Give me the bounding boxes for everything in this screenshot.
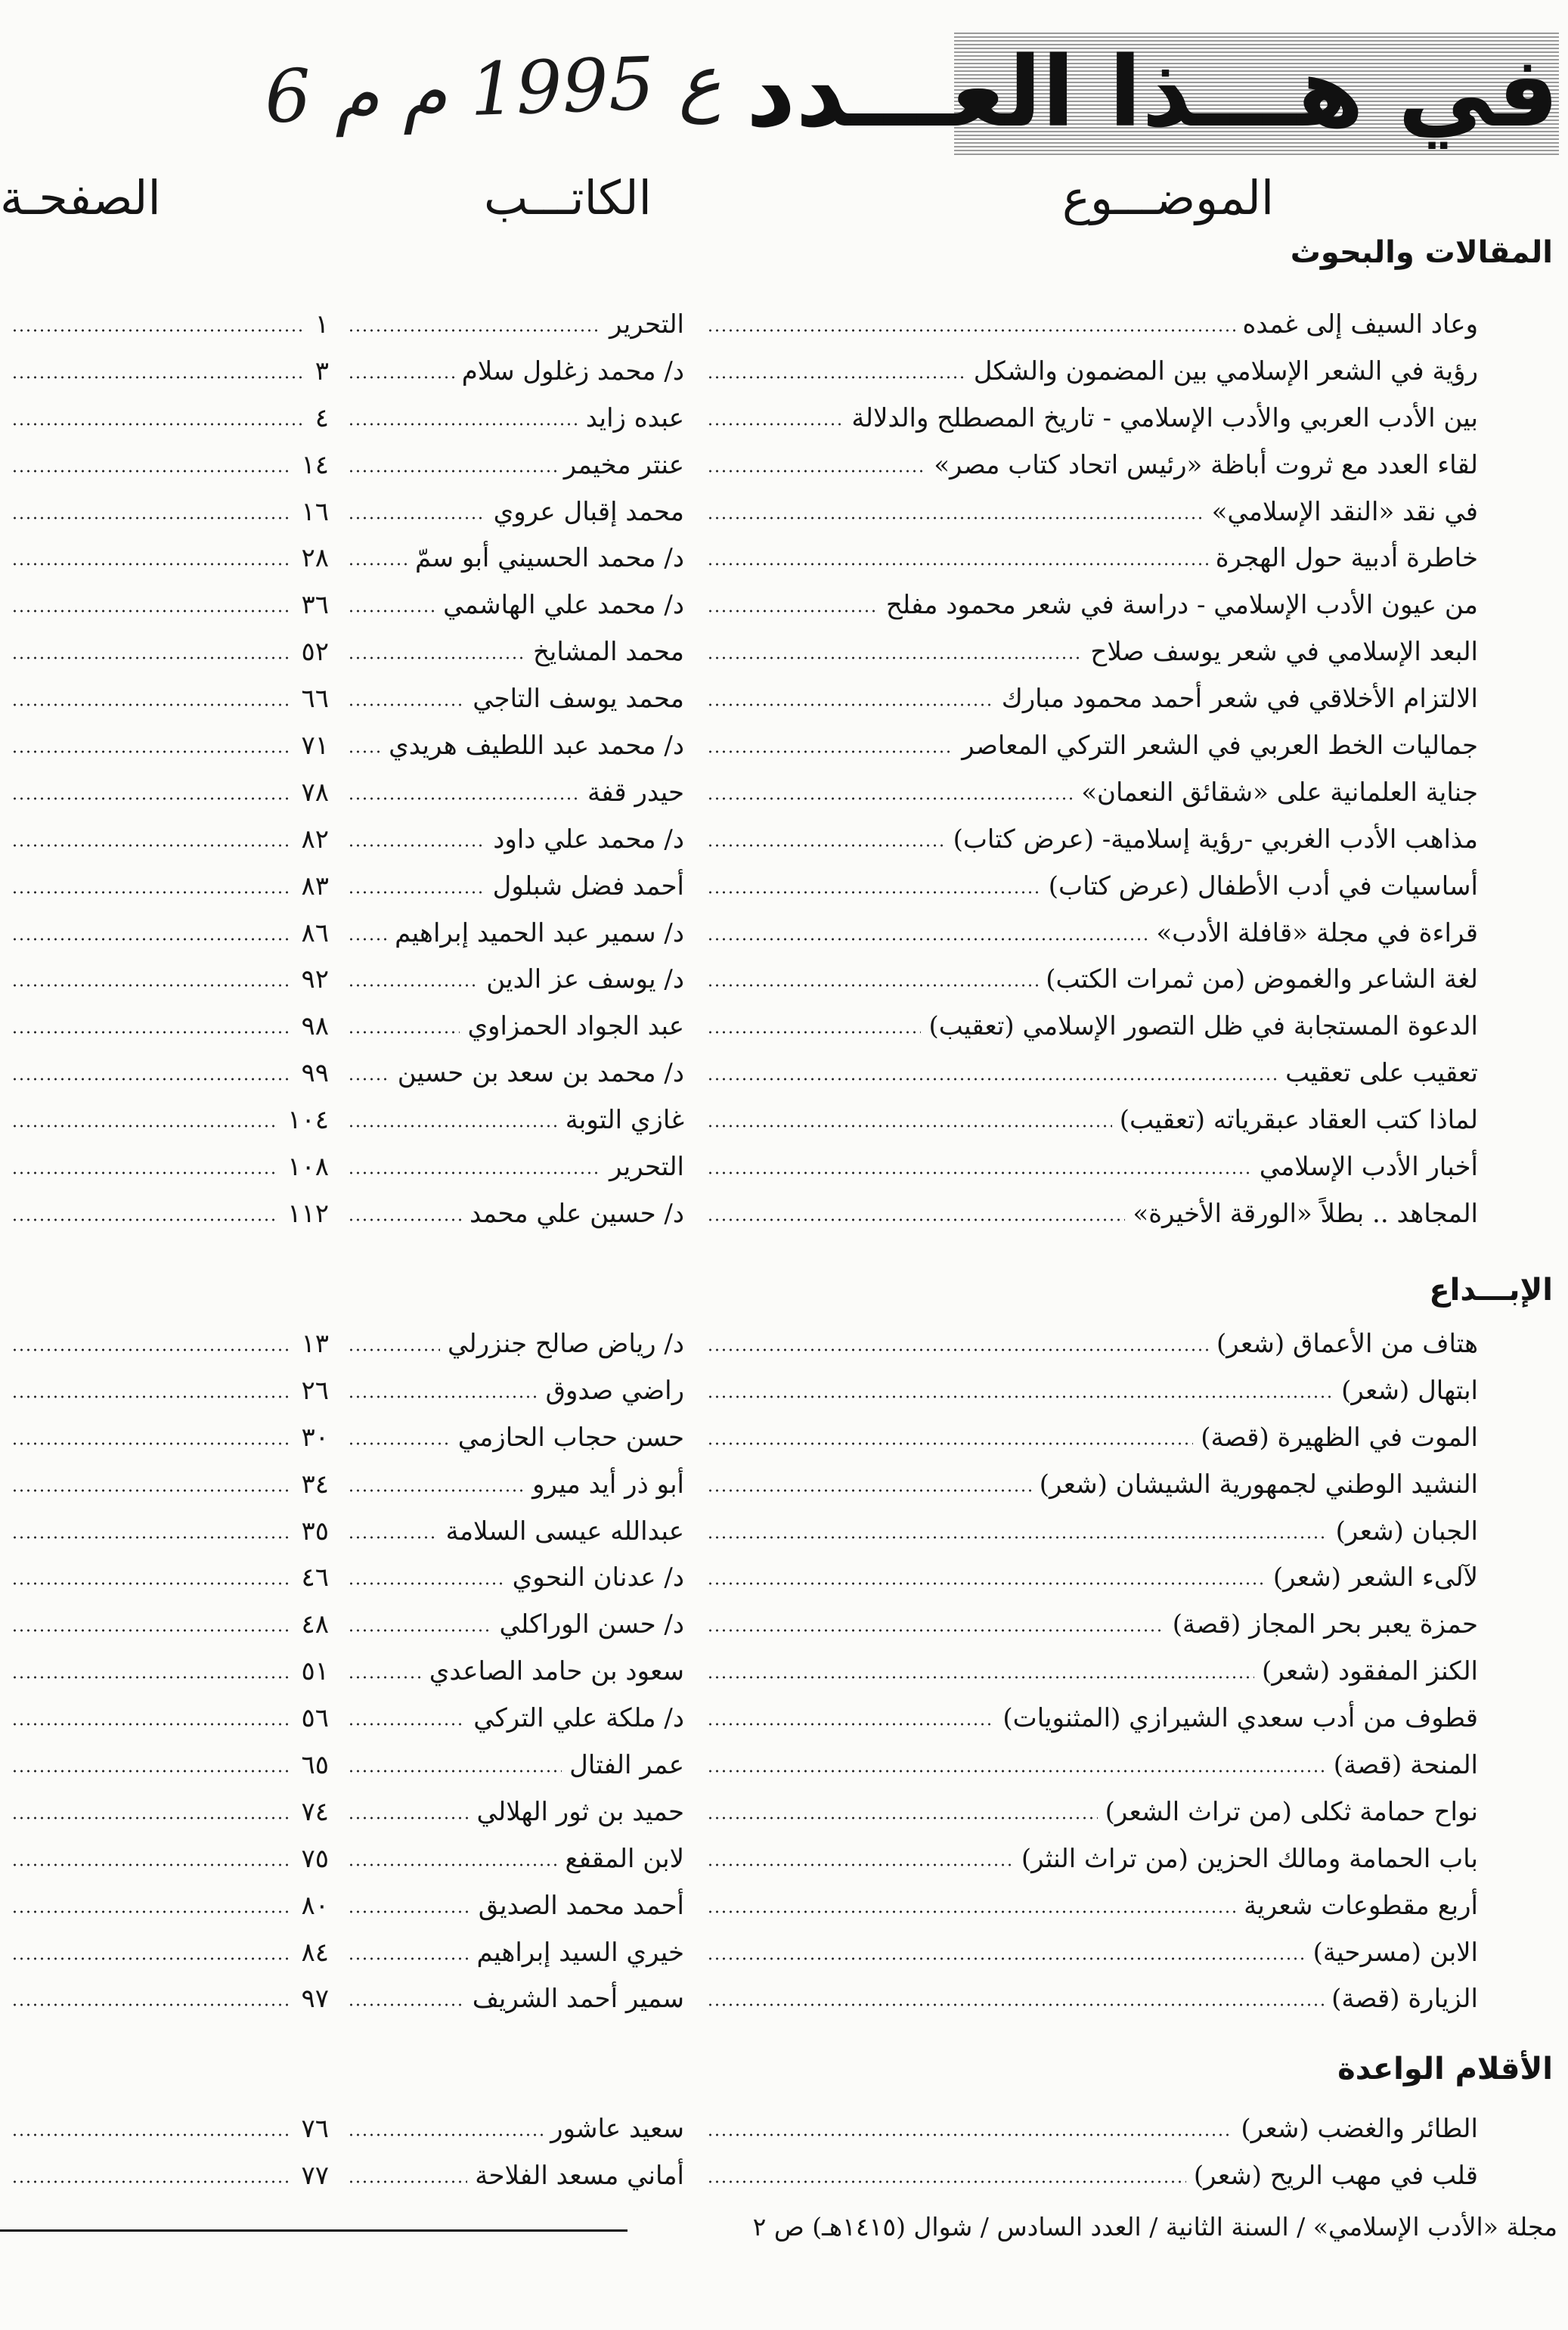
toc-row <box>0 628 1568 675</box>
dot-leader <box>11 938 290 941</box>
section-articles-list <box>0 301 1568 1237</box>
dot-leader <box>348 376 454 379</box>
toc-row <box>0 1050 1568 1097</box>
dot-leader <box>348 1582 505 1585</box>
dot-leader <box>707 2133 1233 2136</box>
page-number: ٩٩ <box>301 1058 329 1089</box>
dot-leader <box>707 844 946 847</box>
dot-leader <box>707 1078 1278 1081</box>
dot-leader <box>348 1125 558 1128</box>
dot-leader <box>707 1770 1326 1773</box>
page-number: ١١٢ <box>287 1198 329 1229</box>
toc-row <box>0 1367 1568 1414</box>
author: سعيد عاشور <box>550 2113 684 2144</box>
dot-leader <box>348 470 556 473</box>
toc-row <box>0 1190 1568 1237</box>
dot-leader <box>11 1817 290 1820</box>
page-number: ٤ <box>315 402 329 433</box>
topic: الكنز المفقود (شعر) <box>1262 1656 1478 1687</box>
topic: أساسيات في أدب الأطفال (عرض كتاب) <box>1048 870 1478 901</box>
dot-leader <box>707 891 1041 894</box>
dot-leader <box>348 984 479 987</box>
topic: لقاء العدد مع ثروت أباظة «رئيس اتحاد كتاب مصر» <box>934 449 1478 480</box>
dot-leader <box>11 2003 290 2006</box>
dot-leader <box>11 1629 290 1632</box>
author: أماني مسعد الفلاحة <box>475 2160 684 2191</box>
topic: مذاهب الأدب الغربي -رؤية إسلامية- (عرض كتاب) <box>953 824 1478 855</box>
toc-row <box>0 910 1568 957</box>
page-number: ٥٢ <box>301 637 329 668</box>
author: حميد بن ثور الهلالي <box>476 1796 684 1827</box>
dot-leader <box>11 1957 290 1960</box>
dot-leader <box>707 1817 1098 1820</box>
toc-row <box>0 1461 1568 1508</box>
toc-row <box>0 1003 1568 1050</box>
author: د/ محمد الحسيني أبو سمّ <box>414 543 684 574</box>
author: د/ محمد علي داود <box>493 824 684 855</box>
column-header-topic: الموضـــوع <box>1062 170 1275 225</box>
author: محمد يوسف التاجي <box>473 684 684 715</box>
dot-leader <box>11 2133 290 2136</box>
page-number: ٤٨ <box>301 1609 329 1640</box>
dot-leader <box>348 1442 451 1445</box>
toc-row <box>0 956 1568 1003</box>
dot-leader <box>348 1910 471 1913</box>
toc-row <box>0 1320 1568 1367</box>
dot-leader <box>707 423 844 426</box>
page-number: ١٦ <box>301 496 329 527</box>
author: محمد المشايخ <box>532 637 684 668</box>
author: د/ سمير عبد الحميد إبراهيم <box>395 917 684 948</box>
author: د/ محمد زغلول سلام <box>461 355 684 386</box>
author: خيري السيد إبراهيم <box>476 1937 684 1968</box>
dot-leader <box>707 656 1083 659</box>
toc-row <box>0 863 1568 910</box>
dot-leader <box>707 1629 1165 1632</box>
toc-row <box>0 1789 1568 1835</box>
page-number: ١٣ <box>301 1328 329 1359</box>
topic: النشيد الوطني لجمهورية الشيشان (شعر) <box>1039 1469 1478 1500</box>
page-number: ٤٦ <box>301 1562 329 1593</box>
dot-leader <box>11 1125 277 1128</box>
page-number: ١٤ <box>301 449 329 480</box>
dot-leader <box>707 1863 1014 1866</box>
toc-row <box>0 1648 1568 1695</box>
topic: الابن (مسرحية) <box>1312 1937 1478 1968</box>
topic: لغة الشاعر والغموض (من ثمرات الكتب) <box>1046 964 1478 995</box>
toc-row <box>0 816 1568 863</box>
dot-leader <box>707 1442 1193 1445</box>
dot-leader <box>11 423 305 426</box>
dot-leader <box>348 1676 422 1679</box>
author: د/ ملكة علي التركي <box>473 1703 684 1734</box>
dot-leader <box>707 376 966 379</box>
topic: وعاد السيف إلى غمده <box>1242 309 1478 340</box>
page-number: ١٠٨ <box>287 1151 329 1182</box>
topic: ابتهال (شعر) <box>1341 1375 1478 1406</box>
topic: الجبان (شعر) <box>1335 1516 1478 1547</box>
author: غازي التوبة <box>565 1105 684 1136</box>
footer-citation: مجلة «الأدب الإسلامي» / السنة الثانية / العدد السادس / شوال (١٤١٥هـ) ص ٢ <box>752 2212 1557 2242</box>
toc-row <box>0 1975 1568 2022</box>
author: عبد الجواد الحمزاوي <box>467 1011 684 1042</box>
dot-leader <box>11 656 290 659</box>
dot-leader <box>11 1395 290 1398</box>
section-creativity-list <box>0 1320 1568 2022</box>
topic: لماذا كتب العقاد عبقرياته (تعقيب) <box>1119 1105 1478 1136</box>
toc-row <box>0 2152 1568 2199</box>
column-header-page: الصفحـة <box>0 170 161 225</box>
topic: من عيون الأدب الإسلامي - دراسة في شعر محمود مفلح <box>885 590 1478 621</box>
topic: نواح حمامة ثكلى (من تراث الشعر) <box>1105 1796 1478 1827</box>
dot-leader <box>11 1863 290 1866</box>
dot-leader <box>707 1348 1209 1351</box>
dot-leader <box>707 2180 1186 2183</box>
author: حيدر قفة <box>587 777 684 808</box>
dot-leader <box>707 1723 995 1726</box>
dot-leader <box>707 1489 1032 1492</box>
toc-row <box>0 1097 1568 1143</box>
topic: في نقد «النقد الإسلامي» <box>1211 496 1478 527</box>
dot-leader <box>348 797 580 800</box>
dot-leader <box>707 329 1235 332</box>
topic: الطائر والغضب (شعر) <box>1241 2113 1478 2144</box>
toc-row <box>0 395 1568 442</box>
author: راضي صدوق <box>545 1375 684 1406</box>
page-number: ٥٦ <box>301 1703 329 1734</box>
dot-leader <box>348 1489 525 1492</box>
page-number: ٢٦ <box>301 1375 329 1406</box>
page-number: ٨٤ <box>301 1937 329 1968</box>
section-promising-pens-list <box>0 2105 1568 2199</box>
footer-rule <box>0 2229 628 2232</box>
topic: الدعوة المستجابة في ظل التصور الإسلامي (تعقيب) <box>928 1011 1478 1042</box>
dot-leader <box>11 1078 290 1081</box>
topic: الزيارة (قصة) <box>1331 1984 1478 2015</box>
toc-row <box>0 442 1568 489</box>
dot-leader <box>11 1582 290 1585</box>
dot-leader <box>707 1031 921 1034</box>
dot-leader <box>11 1348 290 1351</box>
page-number: ٧٨ <box>301 777 329 808</box>
section-title-creativity: الإبـــداع <box>1429 1273 1553 1308</box>
topic: قطوف من أدب سعدي الشيرازي (المثنويات) <box>1002 1703 1478 1734</box>
dot-leader <box>11 1171 277 1174</box>
dot-leader <box>11 329 305 332</box>
toc-row <box>0 1508 1568 1555</box>
dot-leader <box>348 1395 538 1398</box>
page-number: ٣٦ <box>301 590 329 621</box>
dot-leader <box>348 517 486 520</box>
dot-leader <box>348 750 381 753</box>
topic: تعقيب على تعقيب <box>1285 1058 1478 1089</box>
toc-row <box>0 1601 1568 1648</box>
dot-leader <box>707 1536 1328 1539</box>
dot-leader <box>11 844 290 847</box>
page-number: ٧٦ <box>301 2113 329 2144</box>
page-number: ٩٨ <box>301 1011 329 1042</box>
dot-leader <box>11 1442 290 1445</box>
page-number: ٨٠ <box>301 1890 329 1921</box>
column-header-author: الكاتـــب <box>484 170 652 225</box>
handwritten-note: 6 ع 1995 م م <box>263 39 723 140</box>
dot-leader <box>707 797 1074 800</box>
dot-leader <box>707 938 1148 941</box>
author: التحرير <box>609 309 684 340</box>
page-number: ٦٥ <box>301 1749 329 1780</box>
dot-leader <box>11 1489 290 1492</box>
topic: الالتزام الأخلاقي في شعر أحمد محمود مبارك <box>1001 684 1478 715</box>
topic: لآلىء الشعر (شعر) <box>1272 1562 1478 1593</box>
author: عبدالله عيسى السلامة <box>445 1516 684 1547</box>
toc-row <box>0 1414 1568 1461</box>
dot-leader <box>348 703 465 706</box>
dot-leader <box>707 1582 1266 1585</box>
page-number: ٦٦ <box>301 684 329 715</box>
dot-leader <box>348 1031 460 1034</box>
toc-row <box>0 1742 1568 1789</box>
page-number: ٩٧ <box>301 1984 329 2015</box>
dot-leader <box>11 1910 290 1913</box>
dot-leader <box>348 1218 462 1221</box>
toc-row <box>0 1143 1568 1190</box>
author: محمد إقبال عروي <box>493 496 684 527</box>
topic: جناية العلمانية على «شقائق النعمان» <box>1081 777 1478 808</box>
dot-leader <box>348 1348 440 1351</box>
dot-leader <box>707 1171 1252 1174</box>
toc-row <box>0 489 1568 535</box>
page-number: ٢٨ <box>301 543 329 574</box>
author: د/ رياض صالح جنزرلي <box>447 1328 684 1359</box>
author: سعود بن حامد الصاعدي <box>429 1656 684 1687</box>
author: لابن المقفع <box>565 1843 684 1874</box>
toc-row <box>0 1554 1568 1601</box>
page-number: ٣٤ <box>301 1469 329 1500</box>
dot-leader <box>11 610 290 613</box>
toc-row <box>0 722 1568 769</box>
page-number: ٩٢ <box>301 964 329 995</box>
dot-leader <box>348 563 407 566</box>
page-title: في هـــذا العـــدد <box>745 36 1559 149</box>
topic: هتاف من الأعماق (شعر) <box>1216 1328 1478 1359</box>
dot-leader <box>707 1957 1306 1960</box>
dot-leader <box>348 2133 543 2136</box>
page-number: ٣٠ <box>301 1422 329 1453</box>
dot-leader <box>11 984 290 987</box>
toc-row <box>0 301 1568 348</box>
toc-row <box>0 675 1568 722</box>
page-number: ٧٥ <box>301 1843 329 1874</box>
toc-row <box>0 769 1568 816</box>
author: د/ عدنان النحوي <box>512 1562 684 1593</box>
dot-leader <box>11 376 305 379</box>
section-title-promising-pens: الأقلام الواعدة <box>1337 2052 1553 2086</box>
page-number: ٨٢ <box>301 824 329 855</box>
topic: المجاهد .. بطلاً «الورقة الأخيرة» <box>1133 1198 1478 1229</box>
dot-leader <box>348 1723 466 1726</box>
topic: رؤية في الشعر الإسلامي بين المضمون والشكل <box>973 355 1478 386</box>
dot-leader <box>11 1723 290 1726</box>
author: عنتر مخيمر <box>563 449 684 480</box>
toc-row <box>0 535 1568 582</box>
topic: قلب في مهب الريح (شعر) <box>1193 2160 1478 2191</box>
author: د/ حسين علي محمد <box>469 1198 684 1229</box>
topic: أخبار الأدب الإسلامي <box>1259 1151 1478 1182</box>
toc-row <box>0 1835 1568 1882</box>
author: د/ يوسف عز الدين <box>486 964 684 995</box>
dot-leader <box>348 2180 467 2183</box>
dot-leader <box>11 1770 290 1773</box>
dot-leader <box>348 610 435 613</box>
dot-leader <box>348 1629 492 1632</box>
dot-leader <box>348 423 578 426</box>
page-number: ٣ <box>315 355 329 386</box>
dot-leader <box>707 563 1208 566</box>
dot-leader <box>707 1676 1254 1679</box>
dot-leader <box>348 1171 602 1174</box>
dot-leader <box>707 1218 1125 1221</box>
author: حسن حجاب الحازمي <box>457 1422 684 1453</box>
topic: المنحة (قصة) <box>1333 1749 1478 1780</box>
dot-leader <box>11 517 290 520</box>
page-number: ١ <box>315 309 329 340</box>
topic: أربع مقطوعات شعرية <box>1244 1890 1478 1921</box>
topic: جماليات الخط العربي في الشعر التركي المعاصر <box>962 730 1478 761</box>
page-number: ٧٧ <box>301 2160 329 2191</box>
dot-leader <box>11 2180 290 2183</box>
author: أبو ذر أيد ميرو <box>532 1469 684 1500</box>
dot-leader <box>348 938 387 941</box>
toc-row <box>0 1882 1568 1929</box>
topic: باب الحمامة ومالك الحزين (من تراث النثر) <box>1021 1843 1478 1874</box>
author: د/ محمد علي الهاشمي <box>443 590 684 621</box>
toc-row <box>0 582 1568 628</box>
page-number: ٨٦ <box>301 917 329 948</box>
dot-leader <box>707 517 1204 520</box>
dot-leader <box>11 891 290 894</box>
topic: خاطرة أدبية حول الهجرة <box>1215 543 1478 574</box>
toc-row <box>0 1929 1568 1976</box>
dot-leader <box>348 2003 465 2006</box>
topic: حمزة يعبر بحر المجاز (قصة) <box>1172 1609 1478 1640</box>
topic: قراءة في مجلة «قافلة الأدب» <box>1156 917 1478 948</box>
dot-leader <box>348 891 485 894</box>
toc-row <box>0 2105 1568 2152</box>
topic: بين الأدب العربي والأدب الإسلامي - تاريخ المصطلح والدلالة <box>851 402 1478 433</box>
author: عبده زايد <box>585 402 684 433</box>
dot-leader <box>707 470 926 473</box>
dot-leader <box>348 1536 438 1539</box>
dot-leader <box>707 610 879 613</box>
dot-leader <box>348 1957 469 1960</box>
author: د/ حسن الوراكلي <box>499 1609 684 1640</box>
dot-leader <box>11 563 290 566</box>
dot-leader <box>707 984 1038 987</box>
page-number: ٨٣ <box>301 870 329 901</box>
dot-leader <box>707 2003 1324 2006</box>
dot-leader <box>707 750 954 753</box>
dot-leader <box>348 844 485 847</box>
author: د/ محمد عبد اللطيف هريدي <box>389 730 684 761</box>
dot-leader <box>348 1078 390 1081</box>
author: عمر الفتال <box>569 1749 684 1780</box>
dot-leader <box>707 1395 1334 1398</box>
dot-leader <box>11 1218 277 1221</box>
topic: البعد الإسلامي في شعر يوسف صلاح <box>1090 637 1478 668</box>
dot-leader <box>707 1125 1112 1128</box>
dot-leader <box>11 797 290 800</box>
dot-leader <box>348 1863 558 1866</box>
dot-leader <box>348 329 602 332</box>
author: التحرير <box>609 1151 684 1182</box>
page-number: ٥١ <box>301 1656 329 1687</box>
toc-row <box>0 348 1568 395</box>
author: د/ محمد بن سعد بن حسين <box>397 1058 684 1089</box>
page-number: ١٠٤ <box>287 1105 329 1136</box>
section-title-articles: المقالات والبحوث <box>1290 235 1553 270</box>
dot-leader <box>707 703 994 706</box>
dot-leader <box>348 656 525 659</box>
page-number: ٧١ <box>301 730 329 761</box>
dot-leader <box>11 1676 290 1679</box>
author: سمير أحمد الشريف <box>472 1984 684 2015</box>
dot-leader <box>11 703 290 706</box>
toc-row <box>0 1695 1568 1742</box>
dot-leader <box>348 1770 562 1773</box>
dot-leader <box>11 1031 290 1034</box>
page-number: ٣٥ <box>301 1516 329 1547</box>
dot-leader <box>11 1536 290 1539</box>
author: أحمد فضل شبلول <box>492 870 684 901</box>
page-number: ٧٤ <box>301 1796 329 1827</box>
dot-leader <box>11 750 290 753</box>
dot-leader <box>11 470 290 473</box>
dot-leader <box>707 1910 1236 1913</box>
topic: الموت في الظهيرة (قصة) <box>1201 1422 1478 1453</box>
dot-leader <box>348 1817 469 1820</box>
author: أحمد محمد الصديق <box>478 1890 684 1921</box>
